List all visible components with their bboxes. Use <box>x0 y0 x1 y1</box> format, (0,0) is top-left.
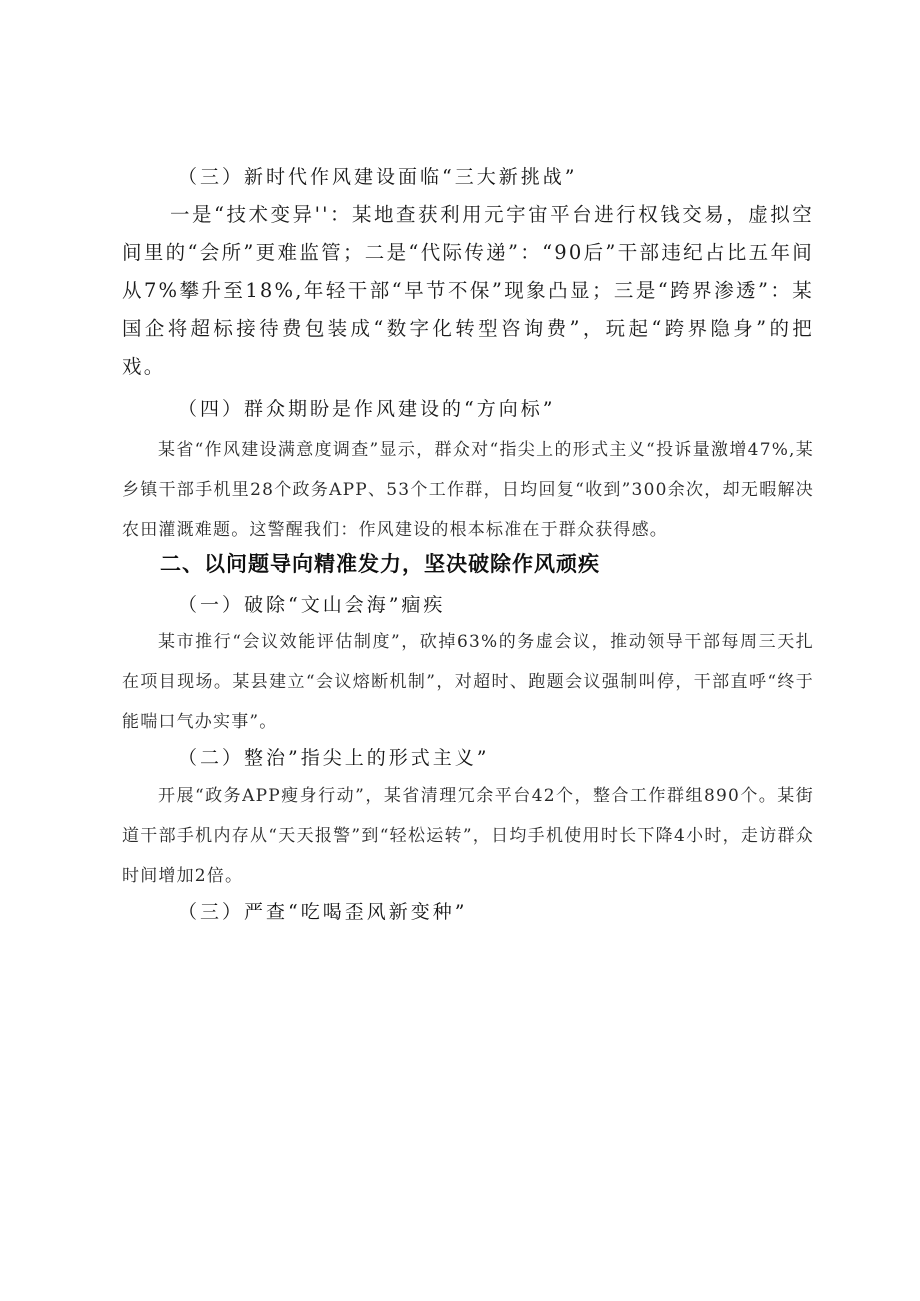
paragraph-meetings-documents: 某市推行“会议效能评估制度”，砍掉63%的务虚会议，推动领导干部每周三天扎在项目现场。某县建立“会议熔断机制”，对超时、跑题会议强制叫停，干部直呼“终于能喘口气办实事”。 <box>122 632 814 732</box>
subheading-fingertip-formalism: （二）整治”指尖上的形式主义” <box>178 747 490 769</box>
subheading-meetings-documents: （一）破除“文山会海”痼疾 <box>178 594 446 616</box>
subheading-new-challenges: （三）新时代作风建设面临“三大新挑战” <box>178 166 578 188</box>
subheading-dining-misconduct: （三）严查“吃喝歪风新变种” <box>178 901 468 923</box>
section-heading-problem-oriented: 二、以问题导向精准发力，坚决破除作风顽疾 <box>160 552 600 576</box>
paragraph-fingertip-formalism: 开展“政务APP瘦身行动”，某省清理冗余平台42个，整合工作群组890个。某街道干部手机内存从“天天报警”到“轻松运转”，日均手机使用时长下降4小时，走访群众时间增加2倍。 <box>122 786 814 886</box>
subheading-public-expectations: （四）群众期盼是作风建设的“方向标” <box>178 398 556 420</box>
paragraph-new-challenges: 一是“技术变异''：某地查获利用元宇宙平台进行权钱交易，虚拟空间里的“会所”更难监管；二是“代际传递”：“90后”干部违纪占比五年间从7%攀升至18%,年轻干部“早节不保”现象凸显；三是“跨界渗透”：某国企将超标接待费包装成“数字化转型咨询费”，玩起“跨界隐身”的把戏。 <box>122 203 814 378</box>
paragraph-public-expectations: 某省“作风建设满意度调查”显示，群众对“指尖上的形式主义“投诉量激增47%,某乡镇干部手机里28个政务APP、53个工作群，日均回复“收到”300余次，却无暇解决农田灌溉难题。这警醒我们：作风建设的根本标准在于群众获得感。 <box>122 440 814 540</box>
